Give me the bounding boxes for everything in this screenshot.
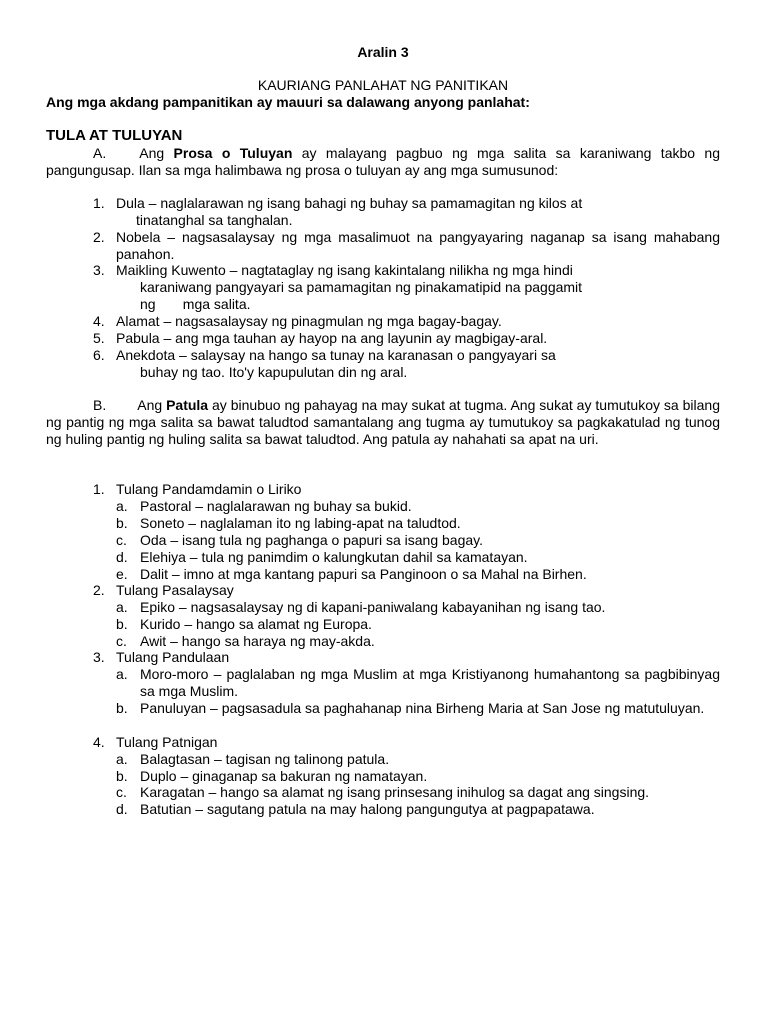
- prose-term: Prosa o Tuluyan: [173, 145, 293, 161]
- sub-item: Soneto – naglalaman ito ng labing-apat na taludtod.: [140, 515, 461, 531]
- list-number: 5.: [93, 330, 105, 346]
- part-a-marker: A.: [93, 145, 107, 161]
- list-item-continuation: tinatanghal sa tanghalan.: [136, 212, 293, 228]
- group-number: 1.: [93, 481, 105, 497]
- list-number: 1.: [93, 195, 105, 211]
- list-item: Maikling Kuwento – nagtataglay ng isang kakintalang nilikha ng mga hindi: [116, 262, 573, 278]
- sub-letter: a.: [116, 498, 128, 514]
- sub-item: Elehiya – tula ng panimdim o kalungkutan dahil sa kamatayan.: [140, 549, 528, 565]
- lesson-label: Aralin 3: [357, 44, 409, 60]
- poetry-definition-text: ay binubuo ng pahayag na may sukat at tugma. Ang sukat ay tumutukoy sa bilang ng pantig ng mga salita sa bawat taludtod samantalang ang tugma ay tumutukoy sa pagkakatulad ng tunog ng huling pantig ng huling salita sa bawat taludtod. Ang patula ay nahahati sa apat na uri.: [46, 397, 720, 447]
- list-number: 2.: [93, 229, 105, 245]
- sub-letter: a.: [116, 751, 128, 767]
- list-item: Dula – naglalarawan ng isang bahagi ng buhay sa pamamagitan ng kilos at: [116, 195, 583, 211]
- sub-letter: e.: [116, 566, 128, 582]
- sub-letter: c.: [116, 633, 127, 649]
- sub-letter: b.: [116, 700, 128, 716]
- group-title: Tulang Pandulaan: [116, 649, 230, 665]
- sub-letter: a.: [116, 666, 128, 682]
- group-number: 3.: [93, 649, 105, 665]
- document-title: KAURIANG PANLAHAT NG PANITIKAN: [257, 77, 509, 93]
- list-item: Pabula – ang mga tauhan ay hayop na ang layunin ay magbigay-aral.: [116, 330, 548, 346]
- sub-letter: a.: [116, 599, 128, 615]
- sub-item: Moro-moro – paglalaban ng mga Muslim at mga Kristiyanong humahantong sa pagbibinyag sa mga Muslim.: [140, 666, 720, 699]
- prose-definition: [46, 145, 720, 179]
- sub-item: Kurido – hango sa alamat ng Europa.: [140, 616, 372, 632]
- prose-definition-text: ay malayang pagbuo ng mga salita sa karaniwang takbo ng pangungusap. Ilan sa mga halimbawa ng prosa o tuluyan ay ang mga sumusunod:: [46, 145, 720, 178]
- sub-item: Batutian – sagutang patula na may halong pangungutya at pagpapatawa.: [140, 801, 595, 817]
- sub-letter: c.: [116, 532, 127, 548]
- list-item-continuation: buhay ng tao. Ito'y kapupulutan din ng aral.: [140, 364, 408, 380]
- list-number: 4.: [93, 313, 105, 329]
- group-title: Tulang Patnigan: [116, 734, 218, 750]
- poetry-term: Patula: [166, 397, 209, 413]
- sub-item: Pastoral – naglalarawan ng buhay sa bukid.: [140, 498, 412, 514]
- sub-item: Balagtasan – tagisan ng talinong patula.: [140, 751, 390, 767]
- sub-letter: b.: [116, 515, 128, 531]
- sub-item: Oda – isang tula ng paghanga o papuri sa isang bagay.: [140, 532, 483, 548]
- intro-sentence: Ang mga akdang pampanitikan ay mauuri sa dalawang anyong panlahat:: [46, 94, 530, 110]
- group-title: Tulang Pasalaysay: [116, 582, 234, 598]
- sub-item: Panuluyan – pagsasadula sa paghahanap nina Birheng Maria at San Jose ng matutuluyan.: [140, 700, 705, 716]
- sub-letter: d.: [116, 549, 128, 565]
- sub-item: Epiko – nagsasalaysay ng di kapani-paniwalang kabayanihan ng isang tao.: [140, 599, 606, 615]
- poetry-definition: [46, 397, 720, 447]
- sub-letter: c.: [116, 784, 127, 800]
- list-item-continuation: ng mga salita.: [140, 296, 251, 312]
- sub-item: Awit – hango sa haraya ng may-akda.: [140, 633, 375, 649]
- part-b-marker: B.: [93, 397, 107, 413]
- part-a-lead: Ang: [139, 145, 174, 161]
- list-item: Anekdota – salaysay na hango sa tunay na karanasan o pangyayari sa: [116, 347, 556, 363]
- list-number: 3.: [93, 262, 105, 278]
- group-number: 4.: [93, 734, 105, 750]
- list-item-continuation: karaniwang pangyayari sa pamamagitan ng pinakamatipid na paggamit: [140, 279, 583, 295]
- section-heading: TULA AT TULUYAN: [46, 127, 183, 144]
- group-title: Tulang Pandamdamin o Liriko: [116, 481, 302, 497]
- group-number: 2.: [93, 582, 105, 598]
- sub-item: Duplo – ginaganap sa bakuran ng namatayan.: [140, 768, 428, 784]
- sub-item: Dalit – imno at mga kantang papuri sa Panginoon o sa Mahal na Birhen.: [140, 566, 587, 582]
- sub-item: Karagatan – hango sa alamat ng isang prinsesang inihulog sa dagat ang singsing.: [140, 784, 650, 800]
- sub-letter: b.: [116, 768, 128, 784]
- list-item: Nobela – nagsasalaysay ng mga masalimuot na pangyayaring naganap sa isang mahabang panahon.: [116, 229, 720, 262]
- list-item: Alamat – nagsasalaysay ng pinagmulan ng mga bagay-bagay.: [116, 313, 502, 329]
- sub-letter: b.: [116, 616, 128, 632]
- list-number: 6.: [93, 347, 105, 363]
- sub-letter: d.: [116, 801, 128, 817]
- part-b-lead: Ang: [137, 397, 167, 413]
